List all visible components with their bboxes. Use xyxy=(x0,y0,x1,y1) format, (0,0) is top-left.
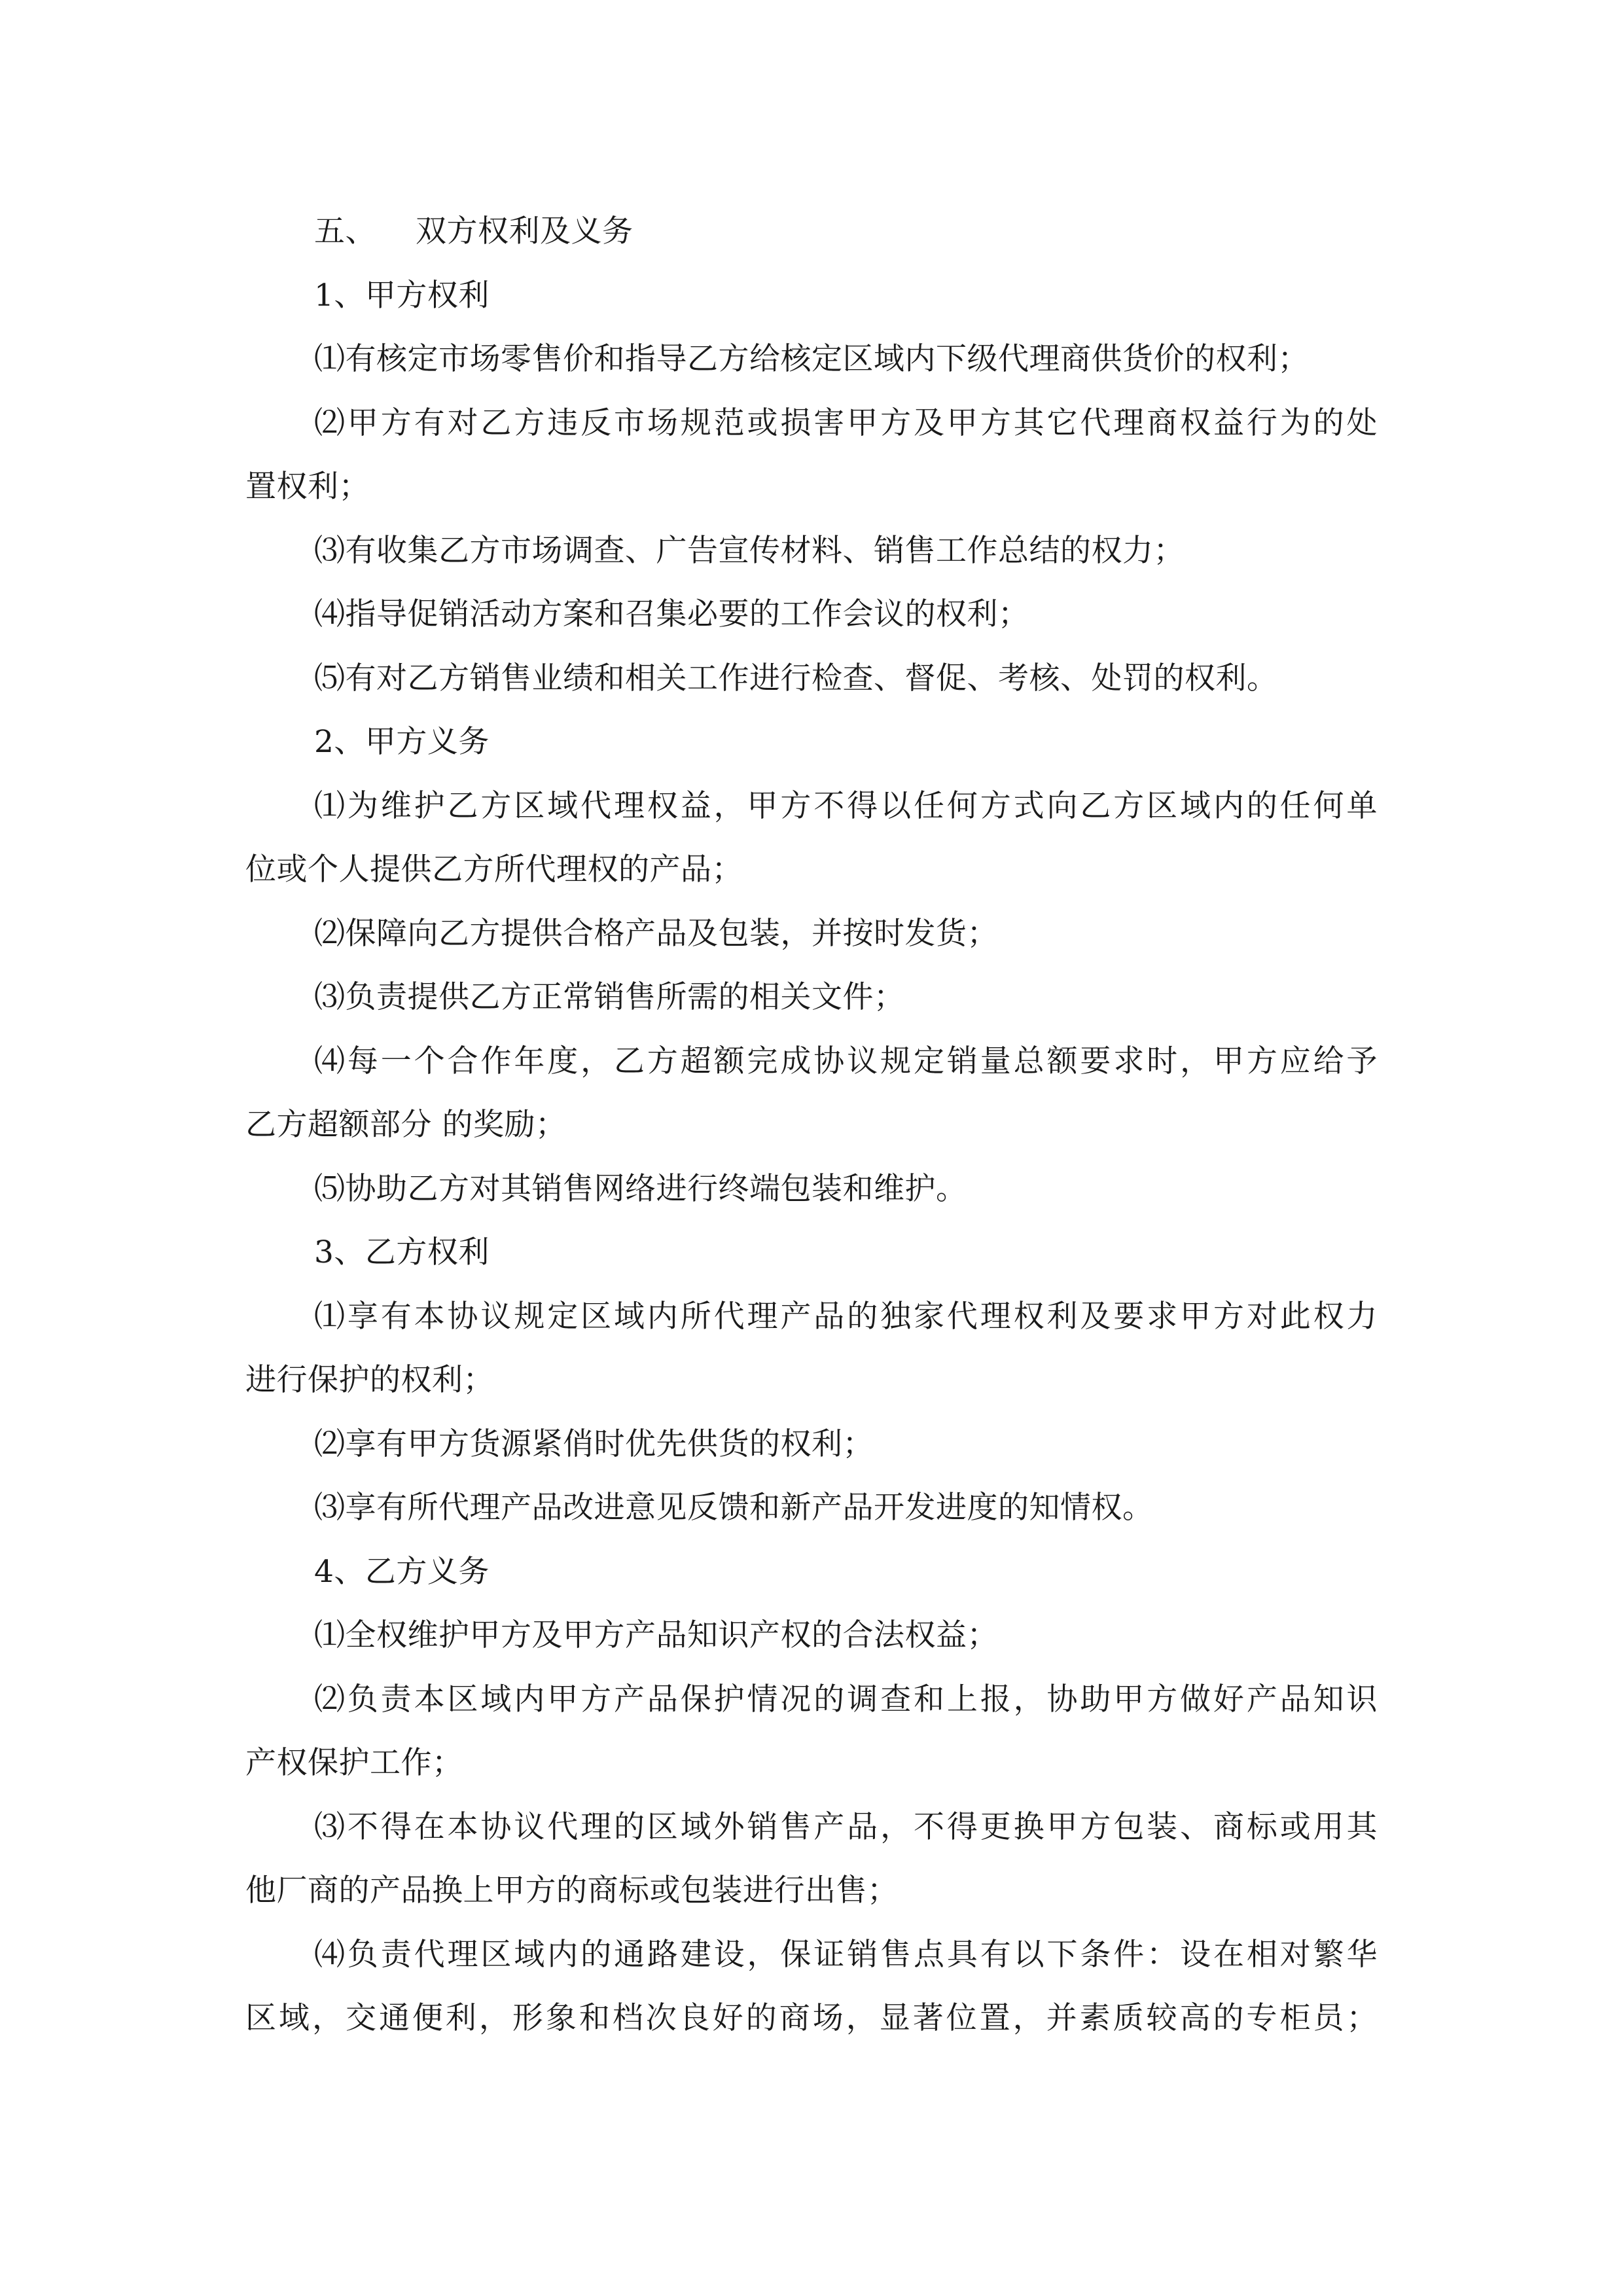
text-line: ⑸协助乙方对其销售网络进行终端包装和维护。 xyxy=(314,1170,967,1207)
text-line: 位或个人提供乙方所代理权的产品； xyxy=(245,852,743,888)
document-body xyxy=(245,200,1378,2051)
paragraph-lines xyxy=(245,264,1378,2051)
text-line: 区域，交通便利，形象和档次良好的商场，显著位置，并素质较高的专柜员； xyxy=(245,2000,1378,2036)
text-line: 4、乙方义务 xyxy=(314,1553,490,1590)
text-line: ⑷指导促销活动方案和召集必要的工作会议的权利； xyxy=(314,596,1029,632)
section-number: 五、 xyxy=(314,213,376,249)
text-line: ⑵负责本区域内甲方产品保护情况的调查和上报，协助甲方做好产品知识 xyxy=(314,1681,1378,1717)
section-heading xyxy=(245,200,1378,264)
text-line: ⑴有核定市场零售价和指导乙方给核定区域内下级代理商供货价的权利； xyxy=(314,341,1309,377)
text-line: 置权利； xyxy=(245,469,370,505)
text-line: ⑵保障向乙方提供合格产品及包装，并按时发货； xyxy=(314,915,998,952)
text-line: 3、乙方权利 xyxy=(314,1234,490,1270)
text-line: ⑶负责提供乙方正常销售所需的相关文件； xyxy=(314,979,905,1015)
text-line: ⑶享有所代理产品改进意见反馈和新产品开发进度的知情权。 xyxy=(314,1490,1154,1526)
text-line: 1、甲方权利 xyxy=(314,277,490,314)
text-line: ⑴为维护乙方区域代理权益，甲方不得以任何方式向乙方区域内的任何单 xyxy=(314,787,1378,824)
text-line: ⑴全权维护甲方及甲方产品知识产权的合法权益； xyxy=(314,1617,998,1653)
text-line: ⑸有对乙方销售业绩和相关工作进行检查、督促、考核、处罚的权利。 xyxy=(314,660,1278,696)
section-title: 双方权利及义务 xyxy=(416,213,633,249)
text-line: 他厂商的产品换上甲方的商标或包装进行出售； xyxy=(245,1873,899,1909)
text-line: 产权保护工作； xyxy=(245,1745,463,1781)
text-line: ⑷负责代理区域内的通路建设，保证销售点具有以下条件：设在相对繁华 xyxy=(314,1936,1378,1973)
text-line: 乙方超额部分 的奖励； xyxy=(245,1107,567,1143)
text-line: 进行保护的权利； xyxy=(245,1362,494,1398)
text-line: ⑵享有甲方货源紧俏时优先供货的权利； xyxy=(314,1426,874,1462)
text-line: ⑴享有本协议规定区域内所代理产品的独家代理权利及要求甲方对此权力 xyxy=(314,1298,1378,1335)
text-line: ⑶不得在本协议代理的区域外销售产品，不得更换甲方包装、商标或用其 xyxy=(314,1808,1378,1845)
text-line: 2、甲方义务 xyxy=(314,724,490,760)
text-line: ⑵甲方有对乙方违反市场规范或损害甲方及甲方其它代理商权益行为的处 xyxy=(314,404,1378,441)
text-line: ⑶有收集乙方市场调查、广告宣传材料、销售工作总结的权力； xyxy=(314,532,1185,569)
text-line: ⑷每一个合作年度，乙方超额完成协议规定销量总额要求时，甲方应给予 xyxy=(314,1043,1378,1079)
